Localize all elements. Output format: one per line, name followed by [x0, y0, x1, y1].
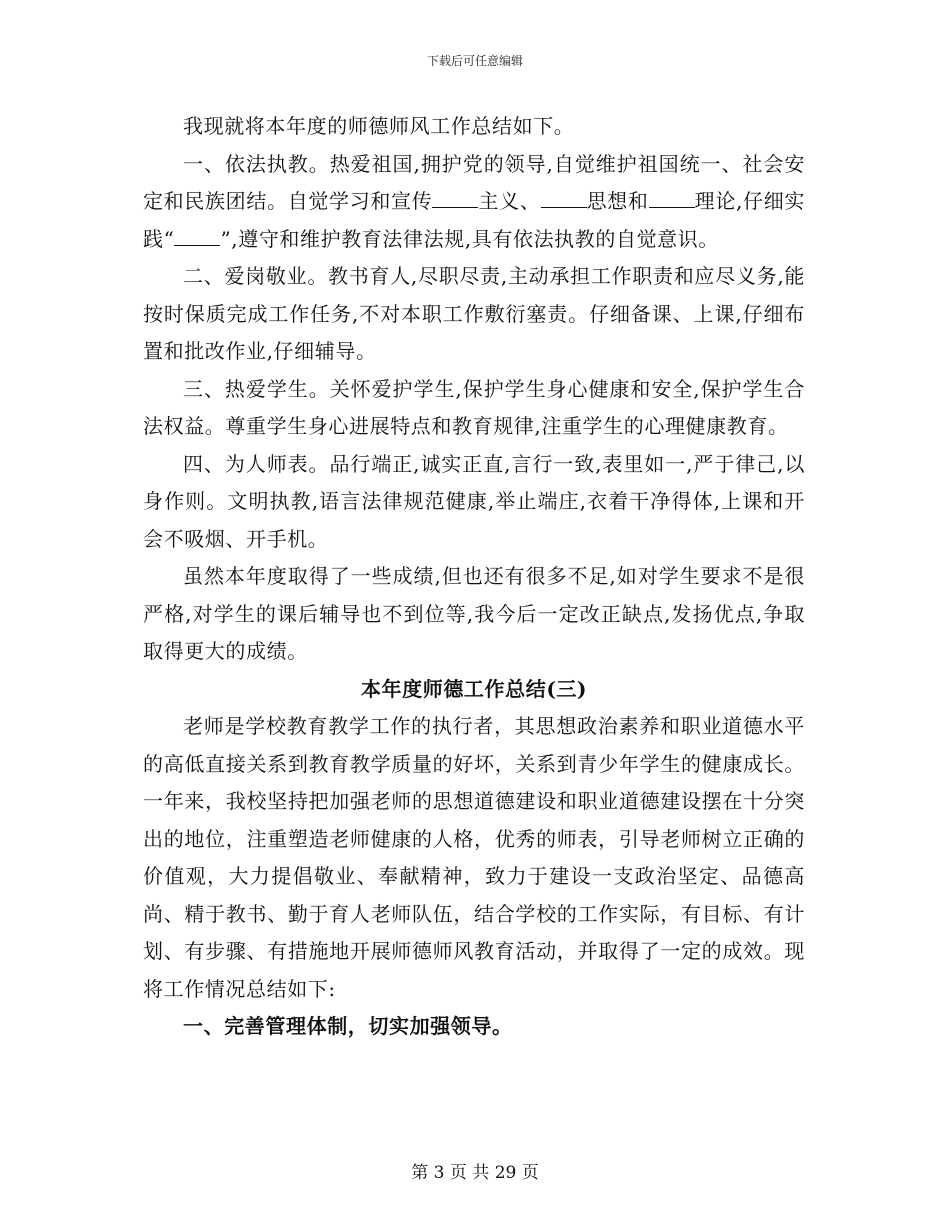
paragraph-dedication: 二、爱岗敬业。教书育人,尽职尽责,主动承担工作职责和应尽义务,能按时保质完成工作任务,不对本职工作敷衍塞责。仔细备课、上课,仔细布置和批改作业,仔细辅导。	[143, 264, 805, 363]
page-header: 下载后可任意编辑	[426, 54, 523, 68]
paragraph-shortcomings: 虽然本年度取得了一些成绩,但也还有很多不足,如对学生要求不是很严格,对学生的课后辅导也不到位等,我今后一定改正缺点,发扬优点,争取取得更大的成绩。	[143, 564, 805, 663]
paragraph-lawful-teaching	[143, 146, 805, 259]
blank-line-2	[541, 206, 587, 208]
blank-line-1	[432, 206, 478, 208]
blank-line-3	[649, 206, 695, 208]
paragraph-lawful-teaching-part2: 主义、	[478, 189, 541, 213]
document-body	[143, 108, 805, 1046]
paragraph-lawful-teaching-part5: ”,遵守和维护教育法律法规,具有依法执教的自觉意识。	[220, 226, 719, 251]
section-title: 本年度师德工作总结(三)	[360, 676, 588, 701]
paragraph-lawful-teaching-part1: 一、依法执教。热爱祖国,拥护党的领导,自觉维护祖国统一、社会安定和民族团结。自觉学习和宣传	[143, 151, 805, 213]
paragraph-lawful-teaching-part4: 理论,仔细实践“	[143, 189, 805, 251]
paragraph-teacher-role: 老师是学校教育教学工作的执行者，其思想政治素养和职业道德水平的高低直接关系到教育教学质量的好坏，关系到青少年学生的健康成长。一年来，我校坚持把加强老师的思想道德建设和职业道德建设摆在十分突出的地位，注重塑造老师健康的人格，优秀的师表，引导老师树立正确的价值观，大力提倡敬业、奉献精神，致力于建设一支政治坚定、品德高尚、精于教书、勤于育人老师队伍，结合学校的工作实际，有目标、有计划、有步骤、有措施地开展师德师风教育活动，并取得了一定的成效。现将工作情况总结如下:	[143, 714, 805, 1001]
blank-line-4	[174, 244, 220, 246]
heading-management: 一、完善管理体制，切实加强领导。	[183, 1014, 513, 1038]
page-footer: 第 3 页 共 29 页	[411, 1163, 539, 1183]
paragraph-role-model: 四、为人师表。品行端正,诚实正直,言行一致,表里如一,严于律己,以身作则。文明执教,语言法律规范健康,举止端庄,衣着干净得体,上课和开会不吸烟、开手机。	[143, 451, 805, 551]
paragraph-love-students: 三、热爱学生。关怀爱护学生,保护学生身心健康和安全,保护学生合法权益。尊重学生身心进展特点和教育规律,注重学生的心理健康教育。	[143, 376, 805, 438]
paragraph-lawful-teaching-part3: 思想和	[586, 189, 649, 213]
paragraph-intro: 我现就将本年度的师德师风工作总结如下。	[183, 114, 575, 138]
